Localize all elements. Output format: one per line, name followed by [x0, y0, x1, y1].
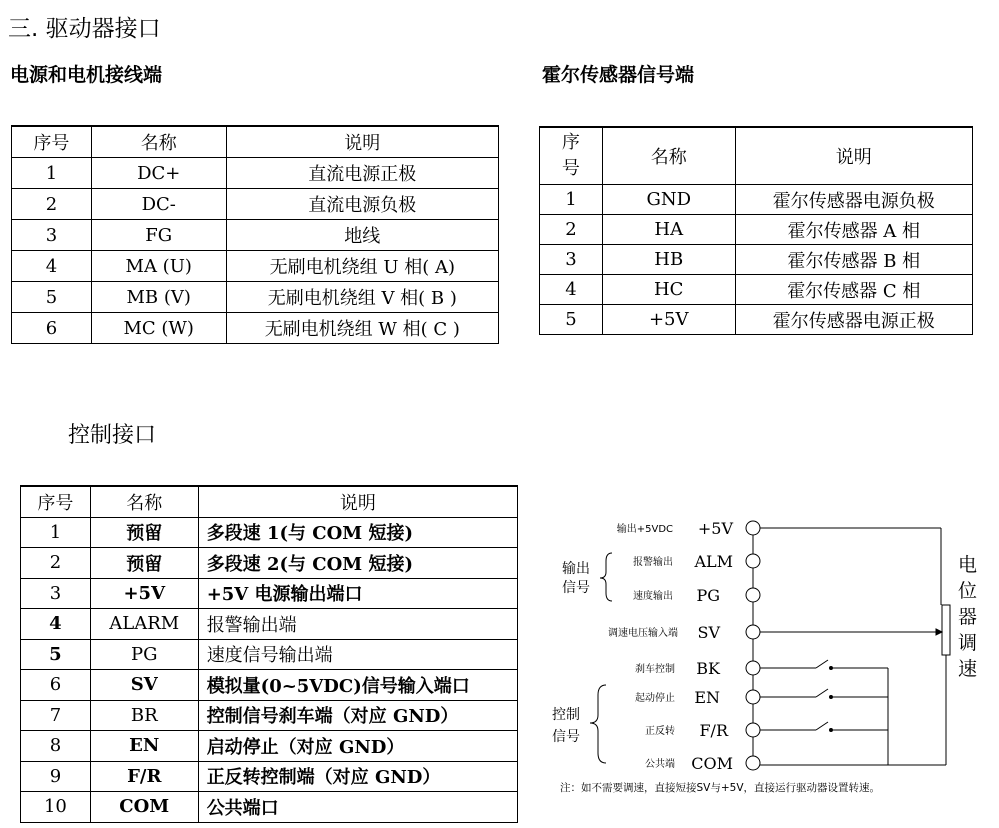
cell: 5 [21, 639, 91, 670]
cell: BR [90, 700, 198, 731]
cell: DC+ [91, 158, 226, 189]
col-header: 序号 [12, 126, 92, 158]
cell: GND [602, 185, 735, 215]
table-row [21, 609, 518, 640]
cell: 地线 [226, 220, 498, 251]
table-row [12, 313, 499, 344]
col-header: 名称 [602, 127, 735, 185]
pin-circle [746, 723, 760, 737]
col-header: 说明 [735, 127, 972, 185]
cell: 1 [12, 158, 92, 189]
cell: +5V [90, 578, 198, 609]
pin-name: +5V [697, 519, 733, 538]
cell: 直流电源负极 [226, 189, 498, 220]
cell: 6 [21, 670, 91, 701]
cell: 直流电源正极 [226, 158, 498, 189]
table-row [21, 761, 518, 792]
cell: 霍尔传感器电源正极 [735, 305, 972, 335]
group-label: 信号 [552, 729, 580, 745]
power-table [11, 125, 499, 344]
pin-label: 输出+5VDC [616, 524, 673, 535]
switch-fr [816, 722, 828, 730]
cell: HB [602, 245, 735, 275]
cell: F/R [90, 761, 198, 792]
col-header: 名称 [90, 486, 198, 517]
col-header: 序 号 [540, 127, 603, 185]
table-row [12, 251, 499, 282]
pin-circle [746, 661, 760, 675]
cell: COM [90, 792, 198, 823]
pin-name: ALM [694, 552, 733, 571]
pin-label: 正反转 [645, 726, 675, 737]
pin-name: BK [696, 659, 720, 678]
cell: 报警输出端 [198, 609, 517, 640]
pot-label: 电位器调速 [958, 554, 978, 680]
pin-circle [746, 588, 760, 602]
hall-table-title: 霍尔传感器信号端 [542, 64, 695, 86]
table-row [540, 245, 973, 275]
cell: 霍尔传感器电源负极 [735, 185, 972, 215]
cell: 2 [12, 189, 92, 220]
pin-name: F/R [699, 721, 728, 740]
cell: HC [602, 275, 735, 305]
cell: 1 [21, 517, 91, 548]
cell: DC- [91, 189, 226, 220]
cell: 速度信号输出端 [198, 639, 517, 670]
pin-name: EN [694, 688, 720, 707]
group-label: 信号 [562, 580, 590, 596]
cell: PG [90, 639, 198, 670]
brace-control [590, 685, 606, 763]
cell: 模拟量(0~5VDC)信号输入端口 [198, 670, 517, 701]
pin-name: PG [696, 586, 720, 605]
cell: 7 [21, 700, 91, 731]
cell: SV [90, 670, 198, 701]
table-row [21, 578, 518, 609]
group-label: 输出 [562, 561, 590, 577]
cell: MB (V) [91, 282, 226, 313]
power-table-title: 电源和电机接线端 [10, 64, 163, 86]
diagram-note: 注：如不需要调速，直接短接SV与+5V，直接运行驱动器设置转速。 [560, 782, 881, 794]
pin-label: 速度输出 [633, 591, 673, 602]
cell: 启动停止（对应 GND） [198, 731, 517, 762]
cell: EN [90, 731, 198, 762]
table-row [21, 700, 518, 731]
pin-label: 报警输出 [633, 557, 673, 568]
col-header: 序号 [21, 486, 91, 517]
cell: 多段速 2(与 COM 短接) [198, 548, 517, 579]
cell: MA (U) [91, 251, 226, 282]
table-row [21, 731, 518, 762]
cell: 公共端口 [198, 792, 517, 823]
cell: 正反转控制端（对应 GND） [198, 761, 517, 792]
cell: ALARM [90, 609, 198, 640]
pin-label: 刹车控制 [635, 664, 675, 675]
cell: 8 [21, 731, 91, 762]
pin-circle [746, 554, 760, 568]
table-row [21, 670, 518, 701]
pin-circle [746, 521, 760, 535]
col-header: 说明 [226, 126, 498, 158]
switch-en [816, 689, 828, 697]
cell: 3 [12, 220, 92, 251]
cell: 2 [540, 215, 603, 245]
table-row [540, 305, 973, 335]
group-label: 控制 [552, 707, 580, 723]
control-table-title: 控制接口 [68, 423, 157, 448]
table-row [540, 185, 973, 215]
cell: MC (W) [91, 313, 226, 344]
cell: 10 [21, 792, 91, 823]
cell: FG [91, 220, 226, 251]
cell: 9 [21, 761, 91, 792]
cell: 3 [21, 578, 91, 609]
table-row [540, 275, 973, 305]
cell: +5V 电源输出端口 [198, 578, 517, 609]
cell: 3 [540, 245, 603, 275]
cell: 1 [540, 185, 603, 215]
control-table [20, 485, 518, 823]
table-row [12, 220, 499, 251]
cell: 5 [540, 305, 603, 335]
arrow-icon [936, 629, 942, 635]
cell: 霍尔传感器 A 相 [735, 215, 972, 245]
section-title: 三. 驱动器接口 [8, 16, 161, 42]
table-row [21, 639, 518, 670]
pin-circle [746, 625, 760, 639]
cell: 预留 [90, 548, 198, 579]
col-header: 名称 [91, 126, 226, 158]
pin-circle [746, 690, 760, 704]
table-row [540, 215, 973, 245]
pin-name: SV [697, 623, 720, 642]
cell: 霍尔传感器 B 相 [735, 245, 972, 275]
cell: 6 [12, 313, 92, 344]
table-row [21, 517, 518, 548]
table-row [12, 282, 499, 313]
cell: 预留 [90, 517, 198, 548]
brace-output [600, 553, 612, 601]
table-row [12, 158, 499, 189]
wiring-diagram [548, 505, 993, 805]
pin-label: 调速电压输入端 [608, 628, 678, 639]
col-header: 说明 [198, 486, 517, 517]
cell: 2 [21, 548, 91, 579]
pin-label: 公共端 [645, 759, 675, 770]
table-row [12, 189, 499, 220]
switch-bk [816, 660, 828, 668]
hall-table [539, 126, 973, 335]
cell: HA [602, 215, 735, 245]
pin-name: COM [691, 754, 733, 773]
pin-circle [746, 756, 760, 770]
cell: 5 [12, 282, 92, 313]
cell: 4 [12, 251, 92, 282]
cell: 4 [21, 609, 91, 640]
cell: 霍尔传感器 C 相 [735, 275, 972, 305]
table-row [21, 792, 518, 823]
cell: 无刷电机绕组 W 相( C ) [226, 313, 498, 344]
table-row [21, 548, 518, 579]
cell: +5V [602, 305, 735, 335]
cell: 无刷电机绕组 U 相( A) [226, 251, 498, 282]
cell: 无刷电机绕组 V 相( B ) [226, 282, 498, 313]
cell: 多段速 1(与 COM 短接) [198, 517, 517, 548]
pin-label: 起动停止 [635, 693, 675, 704]
cell: 控制信号刹车端（对应 GND） [198, 700, 517, 731]
cell: 4 [540, 275, 603, 305]
potentiometer [942, 605, 950, 655]
